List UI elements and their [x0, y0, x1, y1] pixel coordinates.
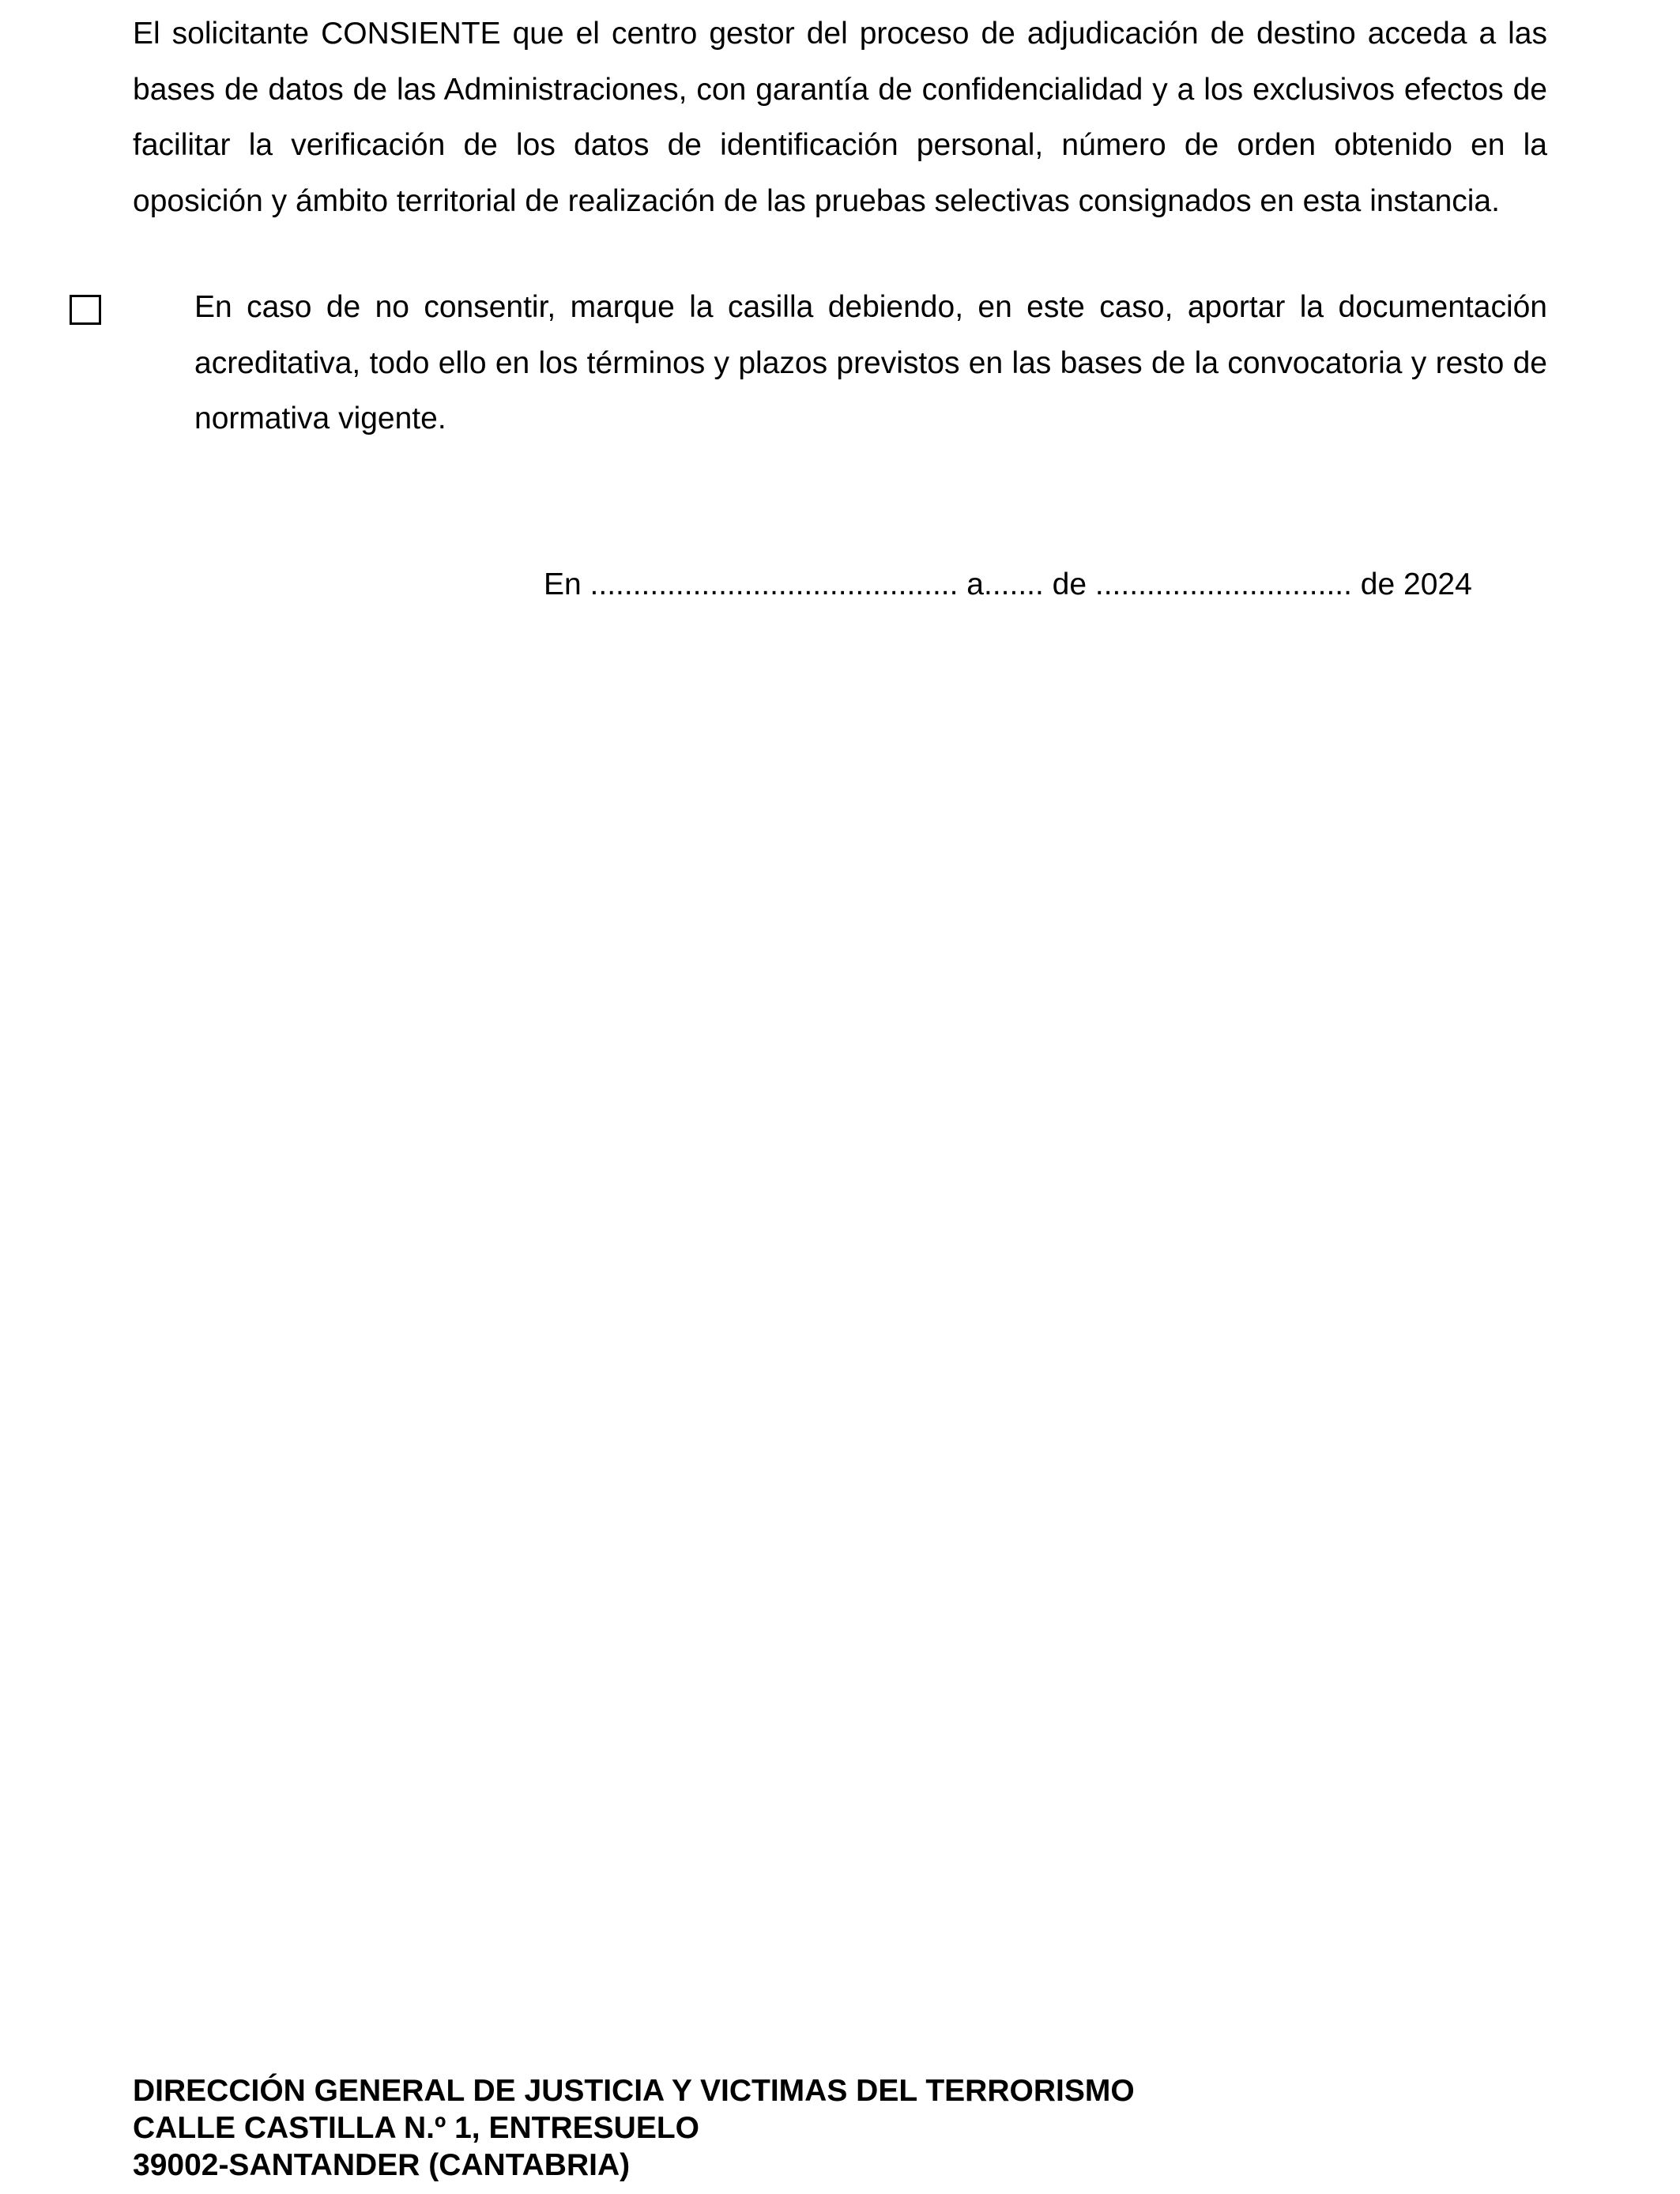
signature-date-line: En ........................................... a....... de .............................. de 2024	[544, 567, 1472, 601]
footer-street: CALLE CASTILLA N.º 1, ENTRESUELO	[133, 2111, 699, 2145]
consent-paragraph: El solicitante CONSIENTE que el centro gestor del proceso de adjudicación de destino acceda a las bases de datos de las Administraciones, con garantía de confidencialidad y a los exclusivos efectos de facilitar la verificación de los datos de identificación personal, número de orden obtenido en la oposición y ámbito territorial de realización de las pruebas selectivas consignados en esta instancia.	[133, 17, 1547, 218]
footer-city: 39002-SANTANDER (CANTABRIA)	[133, 2148, 631, 2182]
footer-address	[133, 2072, 1476, 2184]
no-consent-checkbox[interactable]	[70, 295, 101, 325]
no-consent-paragraph: En caso de no consentir, marque la casilla debiendo, en este caso, aportar la documentación acreditativa, todo ello en los términos y plazos previstos en las bases de la convocatoria y resto de normativa vigente.	[194, 290, 1547, 435]
footer-department: DIRECCIÓN GENERAL DE JUSTICIA Y VICTIMAS DEL TERRORISMO	[133, 2074, 1135, 2108]
